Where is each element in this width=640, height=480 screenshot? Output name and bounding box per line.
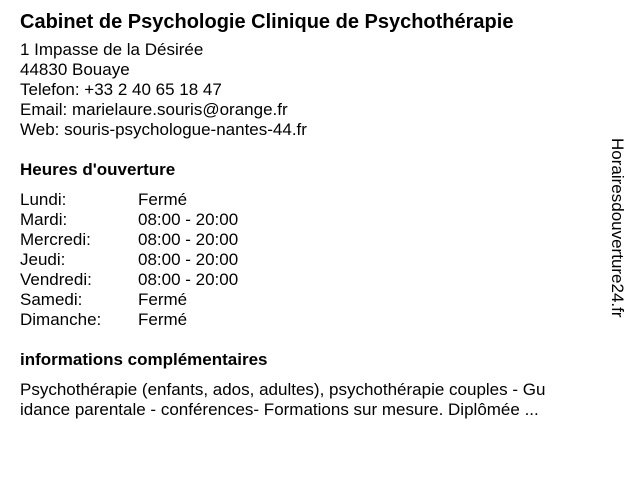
hours-list [20,190,610,330]
day-label: Lundi: [20,190,67,209]
info-text [20,380,610,420]
info-line-1: Psychothérapie (enfants, ados, adultes), psychothérapie couples - Gu [20,380,546,399]
day-hours: 08:00 - 20:00 [138,270,239,289]
day-hours: 08:00 - 20:00 [138,230,239,249]
phone-text: Telefon: +33 2 40 65 18 47 [20,80,222,99]
address-line-1: 1 Impasse de la Désirée [20,40,204,59]
info-title: informations complémentaires [20,350,268,369]
day-label: Mercredi: [20,230,91,249]
day-label: Jeudi: [20,250,66,269]
site-watermark: Horairesdouverture24.fr [608,138,627,318]
day-label: Samedi: [20,290,83,309]
day-label: Vendredi: [20,270,92,289]
day-hours: Fermé [138,190,188,209]
address-line-2: 44830 Bouaye [20,60,130,79]
hours-row [20,230,610,250]
day-hours: Fermé [138,310,188,329]
hours-row [20,270,610,290]
day-hours: 08:00 - 20:00 [138,250,239,269]
hours-row [20,250,610,270]
email-text: Email: marielaure.souris@orange.fr [20,100,288,119]
hours-row [20,310,610,330]
hours-title: Heures d'ouverture [20,160,176,179]
day-label: Dimanche: [20,310,102,329]
day-hours: Fermé [138,290,188,309]
hours-row [20,290,610,310]
day-label: Mardi: [20,210,68,229]
business-card [20,10,610,420]
hours-row [20,210,610,230]
business-name: Cabinet de Psychologie Clinique de Psychothérapie [20,11,514,33]
info-line-2: idance parentale - conférences- Formations sur mesure. Diplômée ... [20,400,539,419]
hours-row [20,190,610,210]
web-text: Web: souris-psychologue-nantes-44.fr [20,120,307,139]
contact-block [20,40,610,140]
day-hours: 08:00 - 20:00 [138,210,239,229]
